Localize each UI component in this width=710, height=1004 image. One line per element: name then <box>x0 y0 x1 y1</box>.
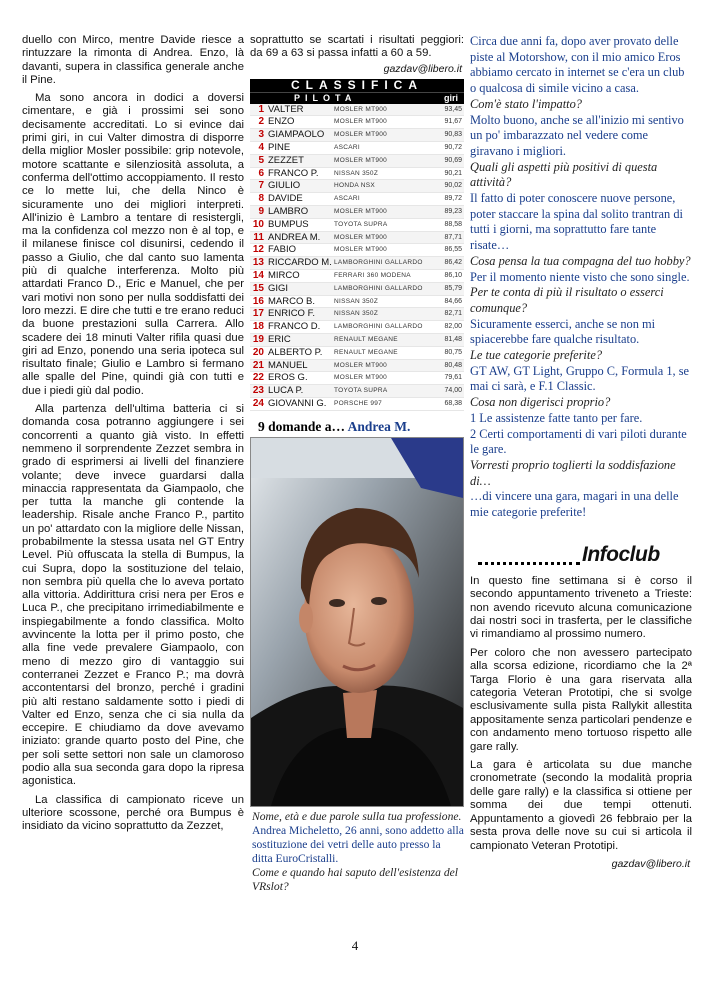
classifica-row <box>250 321 464 334</box>
classifica-pos: 11 <box>253 231 264 243</box>
classifica-row <box>250 398 464 411</box>
interview-answer: 1 Le assistenze fatte tanto per fare. <box>470 410 643 425</box>
classifica-row <box>250 142 464 155</box>
interview-answer: Molto buono, anche se all'inizio mi sentivo un po' imbarazzato nel vedere come giravano i migliori. <box>470 112 684 158</box>
article-paragraph: Ma sono ancora in dodici a doversi cimentare, e già i prossimi sei sono decisamente accreditati. Lo si evince dai primi giri, in cui Valter dimostra di disporre della miglior Mosler possibile: grip notevole, motore scattante e silenziosità assoluta, a conferma dell'ottimo accoppiamento. Il resto ce lo mette lui, che della Ninco è sicuramente uno dei migliori interpreti. All'inizio è Lambro a tentare di resistergli, ma la confidenza col mezzo non è al top, e il milanese finisce col disunirsi, cedendo il passo a Giulio, che dal canto suo lamenta più di qualche interferenza. Molto più attardati Franco D., Eric e Manuel, che per vari motivi non sono per nulla soddisfatti dei loro mezzi. E dire che tutti e tre erano reduci da buone prestazioni sulla Carrera. Allo scadere dei 18 minuti Valter rifila quasi due giri ad Enzo, ponendo una seria ipoteca sul risultato finale; Giulio e Lambro si fermano alle spalle del Pine, quindi già con tutti e due i piedi giù dal podio. <box>22 92 244 397</box>
interview-answer: …di vincere una gara, magari in una delle mie categorie preferite! <box>470 489 679 520</box>
classifica-row <box>250 334 464 347</box>
interview-answer: Circa due anni fa, dopo aver provato delle piste al Motorshow, con il mio amico Eros abbiamo cercato in internet se c'era un club o qualcosa di simile vicino a casa. <box>470 34 685 96</box>
classifica-laps: 81,48 <box>444 335 462 343</box>
classifica-car: HONDA NSX <box>334 182 375 190</box>
classifica-laps: 90,83 <box>444 131 462 139</box>
interview-answer: Il fatto di poter conoscere nuove persone, poter staccare la spina dal solito trantran di tutti i giorni, ma soprattutto fare tante risate… <box>470 191 683 253</box>
classifica-name: LAMBRO <box>268 205 309 217</box>
classifica-laps: 68,38 <box>444 399 462 407</box>
header-giri: giri <box>443 92 458 103</box>
classifica-row <box>250 180 464 193</box>
classifica-name: MANUEL <box>268 359 308 371</box>
classifica-laps: 86,10 <box>444 271 462 279</box>
classifica-laps: 84,66 <box>444 297 462 305</box>
classifica-title: CLASSIFICA <box>250 79 464 92</box>
classifica-pos: 17 <box>252 308 264 320</box>
classifica-pos: 19 <box>252 333 264 345</box>
classifica-car: ASCARI <box>334 143 361 151</box>
article-continuation: soprattutto se scartati i risultati peggiori: da 69 a 63 si passa infatti a 60 a 59. <box>250 34 464 60</box>
classifica-name: LUCA P. <box>268 385 304 397</box>
classifica-laps: 74,00 <box>444 387 462 395</box>
middle-column <box>250 34 464 894</box>
classifica-row <box>250 244 464 257</box>
classifica-car: ASCARI <box>334 195 361 203</box>
classifica-pos: 21 <box>252 359 264 371</box>
interview-qa-continued <box>470 34 692 521</box>
infoclub-dotted-rule <box>478 562 580 565</box>
interview-answer: 2 Certi comportamenti di vari piloti durante le gare. <box>470 426 687 457</box>
classifica-name: MIRCO <box>268 269 300 281</box>
infoclub-paragraph: Per coloro che non avessero partecipato alla scorsa edizione, ricordiamo che la 2ª Targa Florio è una gara riservata alla categoria Veteran Prototipi, che si svolge esclusivamente sulla pista Rallykit allestita appositamente senza particolari pendenze e con andamento meno tortuoso rispetto alle gare rally. <box>470 646 692 753</box>
classifica-car: RENAULT MEGANE <box>334 348 398 356</box>
classifica-pos: 10 <box>252 218 264 230</box>
left-article-column <box>22 34 244 839</box>
classifica-row <box>250 385 464 398</box>
interview-question: Cosa pensa la tua compagna del tuo hobby? <box>470 253 691 268</box>
classifica-row <box>250 270 464 283</box>
interview-question: Per te conta di più il risultato o esserci comunque? <box>470 285 664 315</box>
classifica-laps: 89,72 <box>444 195 462 203</box>
classifica-name: FRANCO P. <box>268 167 319 179</box>
classifica-name: ERIC <box>268 333 291 345</box>
infoclub-paragraph: La gara è articolata su due manche cronometrate (secondo la modalità propria delle gare rally) e la classifica si ottiene per somma dei due tempi ottenuti. Appuntamento a giovedì 26 febbraio per la sesta prova delle nove su cui si articola il campionato Veteran Prototipi. <box>470 759 692 852</box>
classifica-car: NISSAN 350Z <box>334 169 379 177</box>
classifica-pos: 18 <box>252 321 264 333</box>
article-paragraph: La classifica di campionato riceve un ulteriore scossone, perché ora Bumpus è insidiato da vicino soprattutto da Zezzet, <box>22 793 244 833</box>
classifica-car: MOSLER MT900 <box>334 105 388 113</box>
interview-answer: Per il momento niente visto che sono single. <box>470 269 690 284</box>
classifica-laps: 86,55 <box>444 246 462 254</box>
header-pilota: PILOTA <box>294 92 357 103</box>
classifica-car: LAMBORGHINI GALLARDO <box>334 284 423 292</box>
classifica-row <box>250 308 464 321</box>
classifica-row <box>250 129 464 142</box>
classifica-car: NISSAN 350Z <box>334 297 379 305</box>
classifica-pos: 3 <box>258 129 264 141</box>
classifica-laps: 90,21 <box>444 169 462 177</box>
classifica-laps: 93,45 <box>444 105 462 113</box>
page-number: 4 <box>351 938 359 953</box>
classifica-row <box>250 257 464 270</box>
classifica-pos: 22 <box>252 372 264 384</box>
classifica-laps: 90,02 <box>444 182 462 190</box>
infoclub-text <box>470 575 692 853</box>
classifica-pos: 4 <box>258 141 264 153</box>
interview-title <box>258 419 464 435</box>
classifica-name: RICCARDO M. <box>268 257 332 269</box>
classifica-pos: 13 <box>252 257 264 269</box>
classifica-pos: 16 <box>252 295 264 307</box>
classifica-car: NISSAN 350Z <box>334 310 379 318</box>
classifica-rows <box>250 104 464 411</box>
classifica-pos: 7 <box>258 180 264 192</box>
classifica-name: BUMPUS <box>268 218 309 230</box>
classifica-name: GIAMPAOLO <box>268 129 325 141</box>
classifica-name: GIOVANNI G. <box>268 397 327 409</box>
interview-question: Vorresti proprio toglierti la soddisfazione di… <box>470 457 676 488</box>
classifica-pos: 15 <box>252 282 264 294</box>
classifica-name: ANDREA M. <box>268 231 321 243</box>
classifica-name: FABIO <box>268 244 296 256</box>
classifica-pos: 12 <box>252 244 264 256</box>
classifica-laps: 89,23 <box>444 207 462 215</box>
classifica-laps: 90,72 <box>444 143 462 151</box>
classifica-table <box>250 79 464 411</box>
interview-question: Nome, età e due parole sulla tua professione. <box>252 809 462 823</box>
classifica-name: PINE <box>268 141 291 153</box>
interview-answer: GT AW, GT Light, Gruppo C, Formula 1, se mai ci sarà, e F.1 Classic. <box>470 363 690 394</box>
classifica-laps: 80,75 <box>444 348 462 356</box>
classifica-name: GIULIO <box>268 180 301 192</box>
classifica-header <box>250 92 464 104</box>
author-signature: gazdav@libero.it <box>383 62 462 75</box>
classifica-car: LAMBORGHINI GALLARDO <box>334 259 423 267</box>
interview-title-name: Andrea M. <box>347 418 411 434</box>
classifica-laps: 80,48 <box>444 361 462 369</box>
interview-question: Come e quando hai saputo dell'esistenza del VRslot? <box>252 865 458 893</box>
classifica-name: ALBERTO P. <box>268 346 323 358</box>
classifica-row <box>250 372 464 385</box>
classifica-name: ZEZZET <box>268 154 304 166</box>
classifica-car: MOSLER MT900 <box>334 233 388 241</box>
classifica-pos: 5 <box>258 154 264 166</box>
classifica-pos: 8 <box>258 193 264 205</box>
classifica-car: TOYOTA SUPRA <box>334 387 388 395</box>
classifica-laps: 86,42 <box>444 259 462 267</box>
classifica-row <box>250 104 464 117</box>
article-paragraph: Alla partenza dell'ultima batteria ci si domanda cosa potranno aggiungere i sei concorrenti a quanto già visto. In effetti nemmeno il sorprendente Zezzet sembra in grado di esprimersi ai livelli del finanziere volante; deve invece guardarsi dalla minaccia rappresentata da Giampaolo, che per tutta la manche gli contende la leadership. Risale anche Franco P., partito un po' attardato con la migliore delle Nissan, probabilmente la stessa usata nel GT Entry Level. Più offuscata la stella di Bumpus, la cui Supra, dopo la sostituzione del telaio, non sembra più quella che lo aveva portato alla vittoria. Addirittura crisi nera per Eros e Luca P., che precipitano irrimediabilmente e inspiegabilmente a fondo classifica. Molto avvincente la lotta per il primo posto, che alla fine vede prevalere Giampaolo, con meno di mezzo giro di vantaggio sui conterranei Zezzet e Franco P.; ma dovrà accontentarsi del bronzo, perché i gradini più alti restano saldamente sotto i piedi di Valter ed Enzo, senza che ci sia nulla da eccepire. E chiudiamo da dove avevamo iniziato: grande quarto posto del Pine, che per soli sette settori non sale un clamoroso podio alla sua seconda gara dopo la ripresa agonistica. <box>22 403 244 788</box>
classifica-laps: 82,00 <box>444 323 462 331</box>
classifica-name: MARCO B. <box>268 295 315 307</box>
classifica-row <box>250 232 464 245</box>
infoclub-paragraph: In questo fine settimana si è corso il secondo appuntamento triveneto a Trieste: non avendo ricevuto alcuna comunicazione dai nostri soci in trasferta, per le classifiche vi rimandiamo al prossimo numero. <box>470 574 692 641</box>
classifica-laps: 88,58 <box>444 220 462 228</box>
interview-question: Com'è stato l'impatto? <box>470 96 582 111</box>
portrait-illustration <box>251 438 463 806</box>
classifica-name: GIGI <box>268 282 289 294</box>
classifica-name: ENZO <box>268 116 295 128</box>
classifica-laps: 85,79 <box>444 284 462 292</box>
classifica-pos: 9 <box>258 205 264 217</box>
infoclub-title: Infoclub <box>582 542 660 566</box>
classifica-row <box>250 206 464 219</box>
classifica-laps: 91,67 <box>444 118 462 126</box>
classifica-car: FERRARI 360 MODENA <box>334 271 411 279</box>
classifica-row <box>250 155 464 168</box>
classifica-car: MOSLER MT900 <box>334 118 388 126</box>
classifica-row <box>250 360 464 373</box>
interview-question: Quali gli aspetti più positivi di questa attività? <box>470 159 658 190</box>
classifica-pos: 24 <box>252 397 264 409</box>
classifica-car: MOSLER MT900 <box>334 156 388 164</box>
classifica-car: MOSLER MT900 <box>334 207 388 215</box>
classifica-name: DAVIDE <box>268 193 303 205</box>
interview-qa-start <box>252 810 464 894</box>
classifica-pos: 6 <box>258 167 264 179</box>
interview-answer: Andrea Micheletto, 26 anni, sono addetto alla sostituzione dei vetri delle auto presso la ditta EuroCristalli. <box>252 823 464 865</box>
classifica-car: MOSLER MT900 <box>334 246 388 254</box>
classifica-row <box>250 116 464 129</box>
classifica-pos: 2 <box>258 116 264 128</box>
interview-question: Le tue categorie preferite? <box>470 348 603 363</box>
classifica-name: VALTER <box>268 103 304 115</box>
classifica-pos: 1 <box>258 103 264 115</box>
classifica-laps: 90,69 <box>444 156 462 164</box>
classifica-row <box>250 168 464 181</box>
classifica-name: ENRICO F. <box>268 308 315 320</box>
classifica-pos: 20 <box>252 346 264 358</box>
classifica-pos: 14 <box>252 269 264 281</box>
portrait-photo <box>250 437 464 807</box>
infoclub-heading <box>470 543 692 569</box>
classifica-row <box>250 219 464 232</box>
classifica-laps: 87,71 <box>444 233 462 241</box>
classifica-car: RENAULT MEGANE <box>334 335 398 343</box>
classifica-row <box>250 296 464 309</box>
classifica-row <box>250 283 464 296</box>
classifica-name: EROS G. <box>268 372 308 384</box>
author-signature: gazdav@libero.it <box>611 857 690 870</box>
interview-answer: Sicuramente esserci, anche se non mi spiacerebbe fare qualche risultato. <box>470 316 656 347</box>
classifica-car: PORSCHE 997 <box>334 399 383 407</box>
classifica-car: LAMBORGHINI GALLARDO <box>334 323 423 331</box>
interview-question: Cosa non digerisci proprio? <box>470 395 611 410</box>
classifica-car: TOYOTA SUPRA <box>334 220 388 228</box>
classifica-laps: 79,61 <box>444 374 462 382</box>
classifica-row <box>250 193 464 206</box>
classifica-car: MOSLER MT900 <box>334 361 388 369</box>
classifica-laps: 82,71 <box>444 310 462 318</box>
classifica-car: MOSLER MT900 <box>334 131 388 139</box>
classifica-name: FRANCO D. <box>268 321 321 333</box>
classifica-row <box>250 347 464 360</box>
interview-title-prefix: 9 domande a… <box>258 418 346 434</box>
classifica-pos: 23 <box>252 385 264 397</box>
article-paragraph: duello con Mirco, mentre Davide riesce a rintuzzare la rimonta di Andrea. Enzo, là davanti, supera in classifica generale anche il Pine. <box>22 34 244 86</box>
right-column <box>470 34 692 870</box>
classifica-car: MOSLER MT900 <box>334 374 388 382</box>
